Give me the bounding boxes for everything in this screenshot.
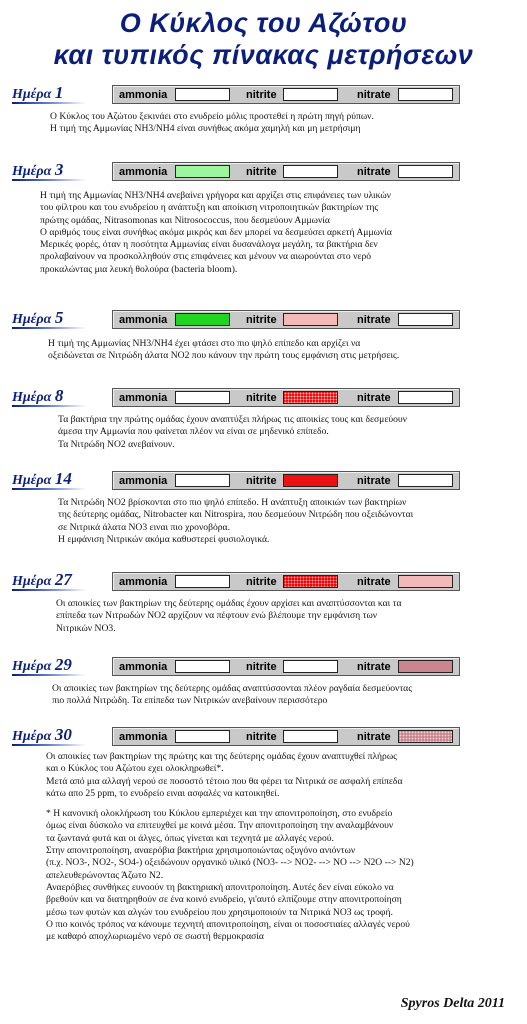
nitrite-label: nitrite: [246, 661, 277, 673]
page-title-line-2: και τυπικός πίνακας μετρήσεων: [53, 40, 474, 70]
day-label-prefix: Ημέρα: [12, 659, 52, 674]
nitrite-test-swatch: [283, 730, 338, 743]
description-line: του φίλτρου και του ενυδρείου η ανάπτυξη και αποίκιση νιτροποιητικών βακτηρίων της: [40, 202, 379, 214]
nitrite-label: nitrite: [246, 475, 277, 487]
description-line: Στην απονιτροποίηση, αναερόβια βακτήρια χρησιμοποιώντας οξυγόνο ανιόντων: [46, 845, 356, 857]
day-description: [58, 497, 413, 546]
description-line: * Η κανονική ολοκλήρωση του Κύκλου εμπεριέχει και την απονιτροποίηση, στο ενυδρείο: [46, 808, 393, 820]
description-line: Ο αριθμός τους είναι συνήθως ακόμα μικρός και δεν μπορεί να δεσμεύσει αρκετή Αμμωνία: [40, 226, 392, 238]
description-line: σε Νιτρικά άλατα NO3 ειναι πιο χρονοβόρα.: [58, 521, 230, 533]
description-line: της δεύτερης ομάδας, Nitrobacter και Nitrospira, που δεσμεύουν Νιτρώδη που οξειδώνονται: [58, 509, 414, 521]
ammonia-label: ammonia: [119, 731, 168, 743]
day-underline: [12, 674, 86, 676]
day-label-prefix: Ημέρα: [12, 312, 52, 327]
day-label: [12, 471, 72, 489]
day-label-number: 8: [54, 386, 64, 405]
ammonia-test-swatch: [175, 88, 230, 101]
ammonia-label: ammonia: [119, 89, 168, 101]
nitrate-label: nitrate: [357, 475, 391, 487]
description-line: και ο Κύκλος του Αζώτου εχει ολοκληρωθεί*.: [46, 763, 224, 775]
measurement-bar: [112, 388, 460, 407]
measurement-bar: [112, 471, 460, 490]
day-description: [40, 190, 392, 276]
nitrite-label: nitrite: [246, 731, 277, 743]
day-description: [48, 338, 399, 363]
ammonia-test-swatch: [175, 660, 230, 673]
measurement-bar: [112, 162, 460, 181]
description-line: μέσω των φυτών και αλγών του ενυδρείου που χρησιμοποιούν τα Νιτρικά NO3 ως τροφή.: [46, 906, 393, 918]
nitrite-test-swatch: [283, 391, 338, 404]
description-line: πρώτης ομάδας, Nitrasomonas και Nitrosococcus, που δεσμεύουν Αμμωνία: [40, 214, 330, 226]
day-label-prefix: Ημέρα: [12, 87, 52, 102]
day-label-number: 27: [54, 570, 72, 589]
nitrate-label: nitrate: [357, 166, 391, 178]
nitrite-label: nitrite: [246, 576, 277, 588]
ammonia-test-swatch: [175, 313, 230, 326]
nitrite-label: nitrite: [246, 89, 277, 101]
nitrate-test-swatch: [398, 391, 453, 404]
description-line: Αναερόβιες συνθήκες ευνοούν τη βακτηριακή απονιτροποίηση. Αυτές δεν είναι εύκολο να: [46, 881, 394, 893]
day-label-prefix: Ημέρα: [12, 473, 52, 488]
day-underline: [12, 327, 86, 329]
day-label: [12, 310, 63, 328]
description-line: επίπεδα των Νιτρωδών NO2 αρχίζουν να πέφτουν ενώ βλέπουμε την εμφάνιση των: [56, 610, 378, 622]
description-line: Τα βακτήρια την πρώτης ομάδας έχουν αναπτύξει πλήρως τις αποικίες τους και δεσμεύουν: [58, 414, 407, 425]
nitrite-label: nitrite: [246, 392, 277, 404]
measurement-bar: [112, 85, 460, 104]
nitrate-test-swatch: [398, 165, 453, 178]
description-line: Τα Νιτρώδη NO2 βρίσκονται στο πιο ψηλό επίπεδο. Η ανάπτυξη αποικιών των βακτηρίων: [58, 497, 407, 508]
ammonia-test-swatch: [175, 391, 230, 404]
nitrate-label: nitrate: [357, 314, 391, 326]
description-line: πιο πολλά Νιτρώδη. Τα επίπεδα των Νιτρικών ανεβαίνουν περισσότερο: [52, 695, 328, 707]
description-line: Τα Νιτρώδη NO2 ανεβαίνουν.: [58, 438, 175, 450]
day-underline: [12, 589, 86, 591]
measurement-bar: [112, 657, 460, 676]
ammonia-label: ammonia: [119, 475, 168, 487]
description-line: Οι αποικίες των βακτηρίων της δεύτερης ομάδας αναπτύσσονται πλέον ραγδαία δεσμεύοντας: [52, 683, 413, 694]
day-label: [12, 162, 63, 180]
description-line: Οι αποικίες των βακτηρίων της δεύτερης ομάδας έχουν αρχίσει και αναπτύσσονται και τα: [56, 598, 402, 609]
description-line: Η τιμή της Αμμωνίας NH3/NH4 ανεβαίνει γρήγορα και αρχίζει στις επιφάνειες των υλικών: [40, 190, 391, 201]
ammonia-test-swatch: [175, 730, 230, 743]
nitrate-test-swatch: [398, 88, 453, 101]
nitrate-test-swatch: [398, 660, 453, 673]
nitrate-test-swatch: [398, 474, 453, 487]
measurement-bar: [112, 572, 460, 591]
day-label: [12, 85, 63, 103]
nitrate-label: nitrate: [357, 392, 391, 404]
nitrate-label: nitrate: [357, 661, 391, 673]
ammonia-label: ammonia: [119, 576, 168, 588]
day-label-prefix: Ημέρα: [12, 729, 52, 744]
nitrite-test-swatch: [283, 474, 338, 487]
description-line: απελευθερώνοντας Άζωτο N2.: [46, 869, 164, 881]
day-label-prefix: Ημέρα: [12, 164, 52, 179]
description-line: άμεσα την Αμμωνία που φαίνεται πλέον να είναι σε μηδενικό επίπεδο.: [58, 426, 329, 438]
day-label-number: 5: [54, 308, 64, 327]
day-label-number: 30: [54, 725, 72, 744]
measurement-bar: [112, 727, 460, 746]
description-line: Η τιμή της Αμμωνίας NH3/NH4 έχει φτάσει στο πιο ψηλό επίπεδο και αρχίζει να: [48, 338, 361, 349]
day-underline: [12, 405, 86, 407]
description-line: Η τιμή της Αμμωνίας NH3/NH4 είναι συνήθως ακόμα χαμηλή και μη μετρήσιμη: [50, 123, 361, 135]
day-description: [50, 111, 374, 136]
ammonia-test-swatch: [175, 575, 230, 588]
nitrite-test-swatch: [283, 313, 338, 326]
description-line: Οι αποικίες των βακτηρίων της πρώτης και της δεύτερης ομάδας έχουν αναπτυχθεί πλήρως: [46, 751, 397, 762]
day-label-number: 1: [54, 83, 64, 102]
description-line: κάτω απο 25 ppm, το ενυδρείο ειναι ασφαλές να κατοικηθεί.: [46, 787, 280, 799]
day-label-number: 14: [54, 469, 72, 488]
day-label-prefix: Ημέρα: [12, 390, 52, 405]
description-line: [46, 800, 414, 808]
nitrate-test-swatch: [398, 575, 453, 588]
description-line: με καθαρό αποχλωριωμένο νερό σε σωστή θερμοκρασία: [46, 931, 264, 943]
day-label-number: 3: [54, 160, 64, 179]
nitrate-label: nitrate: [357, 89, 391, 101]
nitrite-label: nitrite: [246, 314, 277, 326]
nitrate-label: nitrate: [357, 576, 391, 588]
description-line: οξειδώνεται σε Νιτρώδη άλατα NO2 που κάνουν την πρώτη τους εμφάνιση στις μετρήσεις.: [48, 350, 400, 362]
day-label: [12, 572, 72, 590]
description-line: όμως είναι δύσκολο να επιτευχθεί με κοινά μέσα. Την απονιτροποίηση την αναλαμβάνουν: [46, 820, 394, 832]
nitrite-test-swatch: [283, 575, 338, 588]
day-description: [52, 683, 412, 708]
description-line: προλαβαίνουν να προσκολληθούν στις επιφάνειες και μένουν να αιωρούνται στο νερό: [40, 251, 372, 263]
nitrate-label: nitrate: [357, 731, 391, 743]
page-title-line-1: Ο Κύκλος του Αζώτου: [119, 8, 408, 38]
description-line: τα ζωντανά φυτά και οι άλγες, όπως γίνεται και τεχνητά με αλλαγές νερού.: [46, 832, 334, 844]
nitrite-test-swatch: [283, 88, 338, 101]
description-line: Ο Κύκλος του Αζώτου ξεκινάει στο ενυδρείο μόλις προστεθεί η πρώτη πηγή ρύπων.: [50, 111, 374, 122]
description-line: Νιτρικών NO3.: [56, 622, 116, 634]
ammonia-test-swatch: [175, 474, 230, 487]
day-underline: [12, 102, 86, 104]
day-underline: [12, 488, 86, 490]
day-label-prefix: Ημέρα: [12, 574, 52, 589]
ammonia-label: ammonia: [119, 314, 168, 326]
nitrite-test-swatch: [283, 660, 338, 673]
ammonia-test-swatch: [175, 165, 230, 178]
ammonia-label: ammonia: [119, 392, 168, 404]
day-label: [12, 388, 63, 406]
description-line: (π.χ. NO3-, NO2-, SO4-) οξειδώνουν οργανικό υλικό (NO3- --> NO2- --> NO --> N2O --> N2): [46, 857, 414, 869]
day-underline: [12, 179, 86, 181]
nitrate-test-swatch: [398, 313, 453, 326]
description-line: Μετά από μια αλλαγή νερού σε ποσοστό τέτοιο που θα φέρει τα Νιτρικά σε ασφαλή επίπεδα: [46, 775, 403, 787]
nitrate-test-swatch: [398, 730, 453, 743]
signature: Spyros Delta 2011: [400, 996, 505, 1011]
nitrite-label: nitrite: [246, 166, 277, 178]
ammonia-label: ammonia: [119, 661, 168, 673]
day-label: [12, 657, 72, 675]
description-line: βρεθούν και να διατηρηθούν σε ένα κοινό ενυδρείο, γι'αυτό ελπίζουμε στην απονιτροποίηση: [46, 894, 402, 906]
description-line: Η εμφάνιση Νιτρικών ακόμα καθυστερεί φυσιολογικά.: [58, 533, 270, 545]
nitrite-test-swatch: [283, 165, 338, 178]
day-label: [12, 727, 72, 745]
day-description: [46, 751, 414, 943]
description-line: προκαλώντας μια λευκή θολούρα (bacteria bloom).: [40, 263, 238, 275]
ammonia-label: ammonia: [119, 166, 168, 178]
day-underline: [12, 744, 86, 746]
day-description: [56, 598, 401, 635]
measurement-bar: [112, 310, 460, 329]
day-label-number: 29: [54, 655, 72, 674]
description-line: Ο πιο κοινός τρόπος να κάνουμε τεχνητή απονιτροποίηση, είναι οι ποσοστιαίες αλλαγές νερού: [46, 918, 410, 930]
description-line: Μερικές φορές, όταν η ποσότητα Αμμωνίας είναι δυσανάλογα μεγάλη, τα βακτήρια δεν: [40, 239, 378, 251]
day-description: [58, 414, 407, 451]
